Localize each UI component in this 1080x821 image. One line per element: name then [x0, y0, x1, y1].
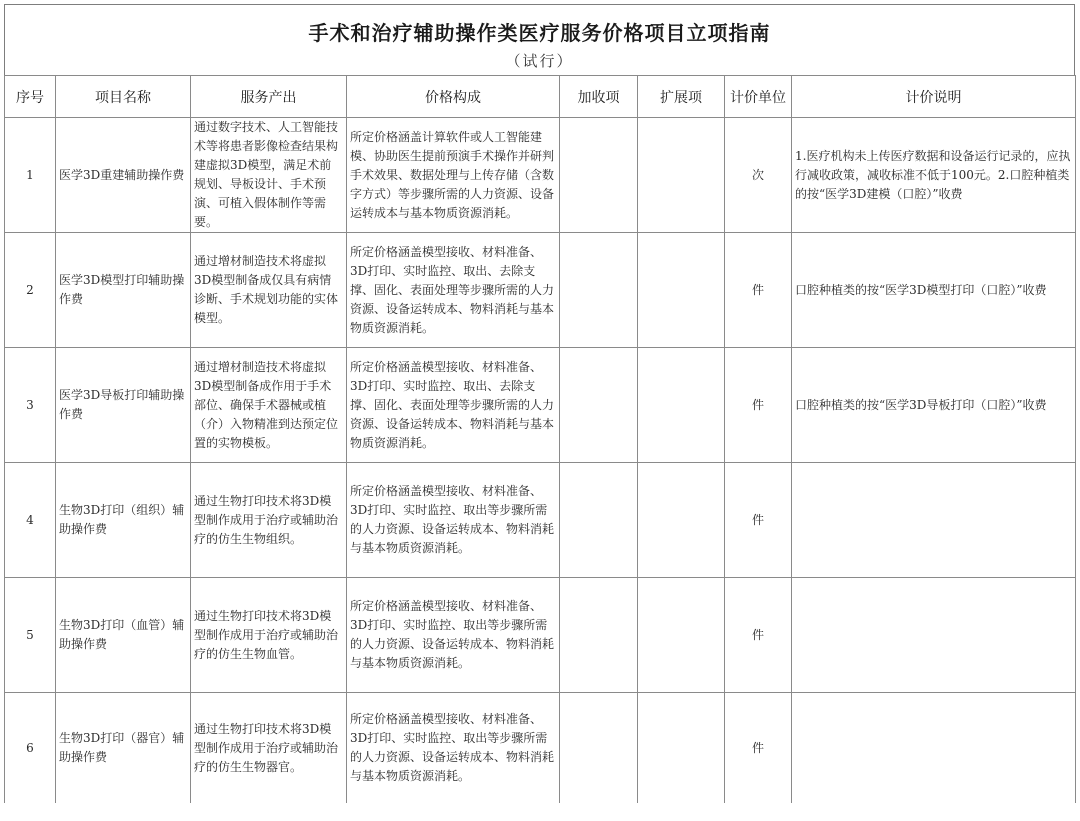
header-pricing-note: 计价说明 — [792, 76, 1076, 118]
document-page — [4, 4, 1075, 821]
cell-unit: 件 — [725, 233, 792, 348]
cell-name: 生物3D打印（组织）辅助操作费 — [56, 463, 191, 578]
cell-price-composition: 所定价格涵盖模型接收、材料准备、3D打印、实时监控、取出等步骤所需的人力资源、设备运转成本、物料消耗与基本物质资源消耗。 — [347, 578, 560, 693]
cell-no: 2 — [5, 233, 56, 348]
table-row — [5, 693, 1076, 804]
cell-no: 6 — [5, 693, 56, 804]
cell-output: 通过数字技术、人工智能技术等将患者影像检查结果构建虚拟3D模型，满足术前规划、导板设计、手术预演、可植入假体制作等需要。 — [191, 118, 347, 233]
header-unit: 计价单位 — [725, 76, 792, 118]
cell-price-composition: 所定价格涵盖模型接收、材料准备、3D打印、实时监控、取出等步骤所需的人力资源、设备运转成本、物料消耗与基本物质资源消耗。 — [347, 463, 560, 578]
cell-name: 医学3D重建辅助操作费 — [56, 118, 191, 233]
cell-pricing-note: 口腔种植类的按“医学3D导板打印（口腔）”收费 — [792, 348, 1076, 463]
cell-extension — [638, 463, 725, 578]
cell-extension — [638, 693, 725, 804]
cell-unit: 次 — [725, 118, 792, 233]
cell-surcharge — [560, 348, 638, 463]
cell-name: 生物3D打印（器官）辅助操作费 — [56, 693, 191, 804]
cell-surcharge — [560, 463, 638, 578]
header-price-composition: 价格构成 — [347, 76, 560, 118]
cell-name: 医学3D模型打印辅助操作费 — [56, 233, 191, 348]
table-row — [5, 233, 1076, 348]
document-subtitle: （试行） — [505, 52, 574, 70]
cell-output: 通过生物打印技术将3D模型制作成用于治疗或辅助治疗的仿生生物血管。 — [191, 578, 347, 693]
document-title: 手术和治疗辅助操作类医疗服务价格项目立项指南 — [308, 21, 771, 45]
cell-no: 1 — [5, 118, 56, 233]
cell-price-composition: 所定价格涵盖模型接收、材料准备、3D打印、实时监控、取出、去除支撑、固化、表面处理等步骤所需的人力资源、设备运转成本、物料消耗与基本物质资源消耗。 — [347, 348, 560, 463]
title-block — [4, 4, 1075, 75]
cell-output: 通过增材制造技术将虚拟3D模型制备成作用于手术部位、确保手术器械或植（介）入物精准到达预定位置的实物模板。 — [191, 348, 347, 463]
cell-price-composition: 所定价格涵盖模型接收、材料准备、3D打印、实时监控、取出等步骤所需的人力资源、设备运转成本、物料消耗与基本物质资源消耗。 — [347, 693, 560, 804]
table-row — [5, 463, 1076, 578]
cell-no: 3 — [5, 348, 56, 463]
cell-surcharge — [560, 233, 638, 348]
cell-no: 4 — [5, 463, 56, 578]
header-no: 序号 — [5, 76, 56, 118]
cell-price-composition: 所定价格涵盖计算软件或人工智能建模、协助医生提前预演手术操作并研判手术效果、数据处理与上传存储（含数字方式）等步骤所需的人力资源、设备运转成本与基本物质资源消耗。 — [347, 118, 560, 233]
cell-unit: 件 — [725, 348, 792, 463]
table-row — [5, 348, 1076, 463]
cell-output: 通过生物打印技术将3D模型制作成用于治疗或辅助治疗的仿生生物器官。 — [191, 693, 347, 804]
cell-unit: 件 — [725, 463, 792, 578]
cell-output: 通过增材制造技术将虚拟3D模型制备成仅具有病情诊断、手术规划功能的实体模型。 — [191, 233, 347, 348]
cell-extension — [638, 578, 725, 693]
table-row — [5, 118, 1076, 233]
cell-no: 5 — [5, 578, 56, 693]
header-extension: 扩展项 — [638, 76, 725, 118]
cell-pricing-note: 1.医疗机构未上传医疗数据和设备运行记录的，应执行减收政策，减收标准不低于100元。2.口腔种植类的按“医学3D建模（口腔）”收费 — [792, 118, 1076, 233]
cell-output: 通过生物打印技术将3D模型制作成用于治疗或辅助治疗的仿生生物组织。 — [191, 463, 347, 578]
cell-unit: 件 — [725, 693, 792, 804]
cell-surcharge — [560, 118, 638, 233]
header-name: 项目名称 — [56, 76, 191, 118]
cell-price-composition: 所定价格涵盖模型接收、材料准备、3D打印、实时监控、取出、去除支撑、固化、表面处理等步骤所需的人力资源、设备运转成本、物料消耗与基本物质资源消耗。 — [347, 233, 560, 348]
cell-name: 医学3D导板打印辅助操作费 — [56, 348, 191, 463]
cell-name: 生物3D打印（血管）辅助操作费 — [56, 578, 191, 693]
header-surcharge: 加收项 — [560, 76, 638, 118]
cell-pricing-note — [792, 578, 1076, 693]
cell-pricing-note: 口腔种植类的按“医学3D模型打印（口腔）”收费 — [792, 233, 1076, 348]
header-output: 服务产出 — [191, 76, 347, 118]
pricing-guide-table — [4, 75, 1076, 803]
table-row — [5, 578, 1076, 693]
cell-unit: 件 — [725, 578, 792, 693]
cell-surcharge — [560, 693, 638, 804]
cell-extension — [638, 118, 725, 233]
cell-pricing-note — [792, 693, 1076, 804]
cell-pricing-note — [792, 463, 1076, 578]
cell-extension — [638, 233, 725, 348]
cell-surcharge — [560, 578, 638, 693]
table-header-row — [5, 76, 1076, 118]
cell-extension — [638, 348, 725, 463]
